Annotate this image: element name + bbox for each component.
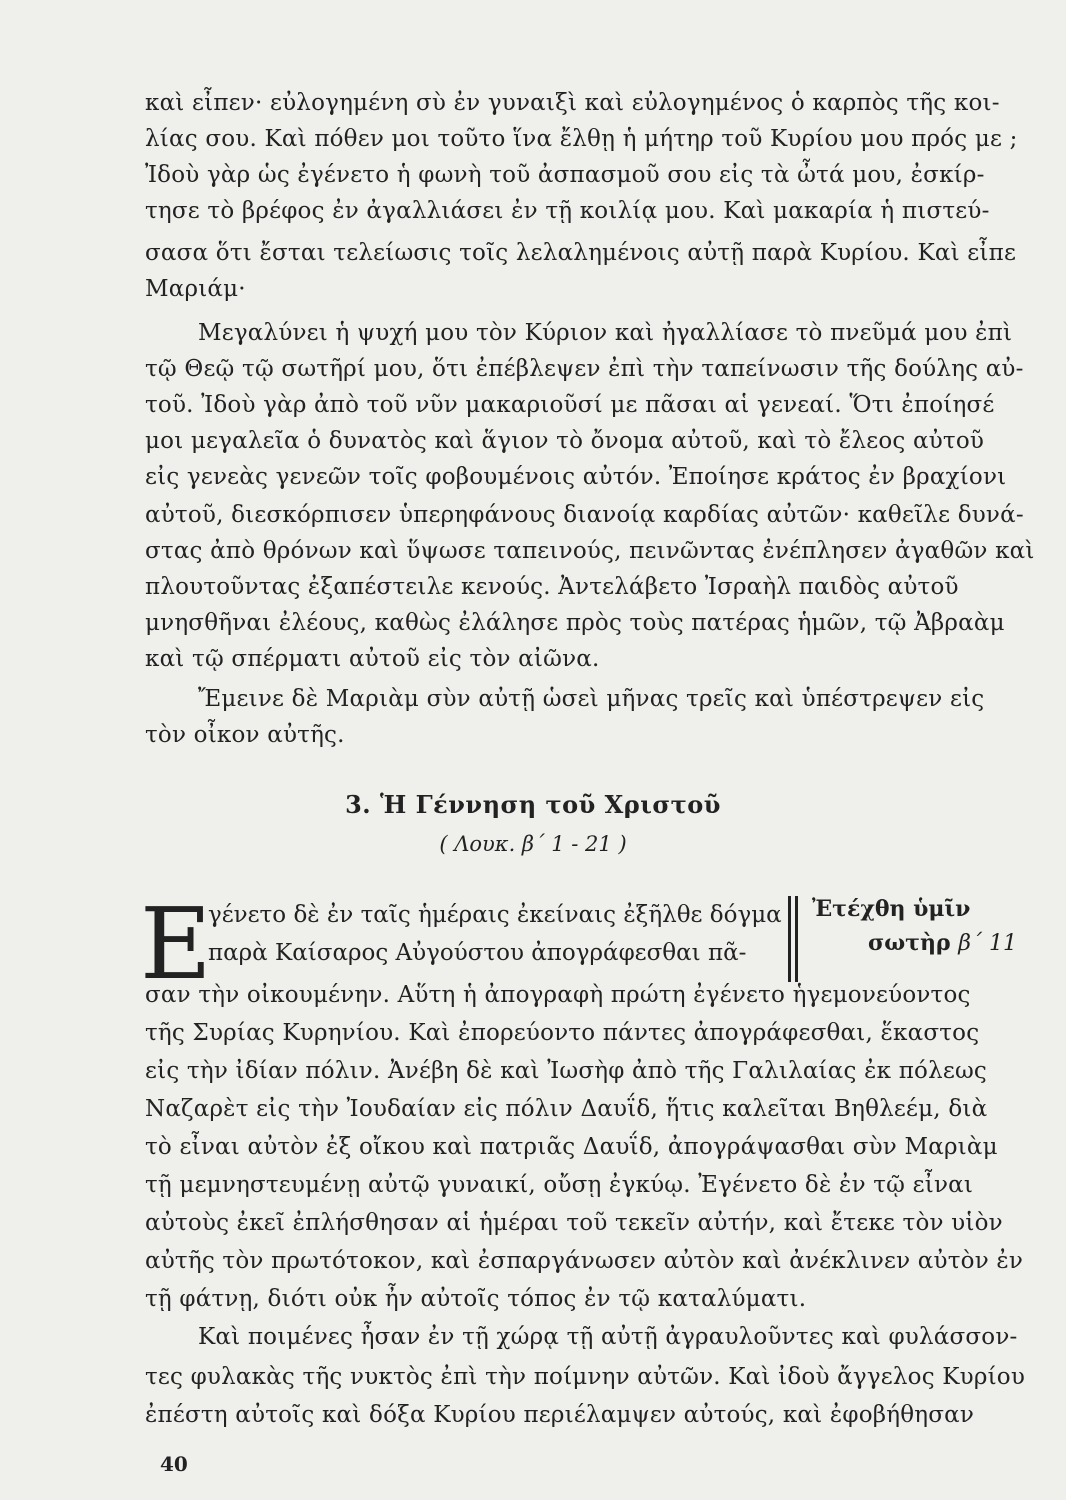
text-line: πλουτοῦντας ἐξαπέστειλε κενούς. Ἀντελάβετο Ἰσραὴλ παιδὸς αὐτοῦ [145, 574, 959, 600]
text-line: εἰς τὴν ἰδίαν πόλιν. Ἀνέβη δὲ καὶ Ἰωσὴφ ἀπὸ τῆς Γαλιλαίας ἐκ πόλεως [145, 1058, 988, 1084]
text-line: αὐτῆς τὸν πρωτότοκον, καὶ ἐσπαργάνωσεν αὐτὸν καὶ ἀνέκλινεν αὐτὸν ἐν [145, 1248, 1024, 1274]
text-line: στας ἀπὸ θρόνων καὶ ὕψωσε ταπεινούς, πεινῶντας ἐνέπλησεν ἀγαθῶν καὶ [145, 538, 1035, 564]
marginal-note-subtitle [868, 930, 1017, 956]
text-line: τησε τὸ βρέφος ἐν ἀγαλλιάσει ἐν τῇ κοιλίᾳ μου. Καὶ μακαρία ἡ πιστεύ- [145, 198, 990, 224]
text-line: σασα ὅτι ἔσται τελείωσις τοῖς λελαλημένοις αὐτῇ παρὰ Κυρίου. Καὶ εἶπε [145, 240, 1017, 266]
text-line: γένετο δὲ ἐν ταῖς ἡμέραις ἐκείναις ἐξῆλθε δόγμα [208, 902, 782, 928]
text-line: τῆς Συρίας Κυρηνίου. Καὶ ἐπορεύοντο πάντες ἀπογράφεσθαι, ἕκαστος [145, 1020, 980, 1046]
text-line: καὶ τῷ σπέρματι αὐτοῦ εἰς τὸν αἰῶνα. [145, 646, 600, 672]
text-line: Μεγαλύνει ἡ ψυχή μου τὸν Κύριον καὶ ἠγαλλίασε τὸ πνεῦμά μου ἐπὶ [198, 320, 1013, 346]
text-line: Ναζαρὲτ εἰς τὴν Ἰουδαίαν εἰς πόλιν Δαυΐδ, ἥτις καλεῖται Βηθλεέμ, διὰ [145, 1096, 988, 1122]
section-heading: 3. Ἡ Γέννηση τοῦ Χριστοῦ [345, 790, 721, 819]
text-line: παρὰ Καίσαρος Αὐγούστου ἀπογράφεσθαι πᾶ- [208, 940, 747, 966]
text-line: Καὶ ποιμένες ἦσαν ἐν τῇ χώρᾳ τῇ αὐτῇ ἀγραυλοῦντες καὶ φυλάσσον- [198, 1324, 1018, 1350]
text-line: μνησθῆναι ἐλέους, καθὼς ἐλάλησε πρὸς τοὺς πατέρας ἡμῶν, τῷ Ἀβραὰμ [145, 610, 1005, 636]
text-line: εἰς γενεὰς γενεῶν τοῖς φοβουμένοις αὐτόν. Ἐποίησε κράτος ἐν βραχίονι [145, 464, 1007, 490]
text-line: μοι μεγαλεῖα ὁ δυνατὸς καὶ ἅγιον τὸ ὄνομα αὐτοῦ, καὶ τὸ ἔλεος αὐτοῦ [145, 428, 985, 454]
text-line: τῇ μεμνηστευμένῃ αὐτῷ γυναικί, οὔσῃ ἐγκύῳ. Ἐγένετο δὲ ἐν τῷ εἶναι [145, 1172, 974, 1198]
text-line: Ἔμεινε δὲ Μαριὰμ σὺν αὐτῇ ὡσεὶ μῆνας τρεῖς καὶ ὑπέστρεψεν εἰς [198, 686, 985, 712]
marginal-divider [788, 896, 798, 982]
text-line: τὸν οἶκον αὐτῆς. [145, 722, 345, 748]
text-line: τοῦ. Ἰδοὺ γὰρ ἀπὸ τοῦ νῦν μακαριοῦσί με πᾶσαι αἱ γενεαί. Ὅτι ἐποίησέ [145, 392, 995, 418]
text-line: αὐτοῦ, διεσκόρπισεν ὑπερηφάνους διανοίᾳ καρδίας αὐτῶν· καθεῖλε δυνά- [145, 502, 1024, 528]
text-line: λίας σου. Καὶ πόθεν μοι τοῦτο ἵνα ἔλθῃ ἡ μήτηρ τοῦ Κυρίου μου πρός με ; [145, 126, 1018, 152]
text-line: σαν τὴν οἰκουμένην. Αὕτη ἡ ἀπογραφὴ πρώτη ἐγένετο ἡγεμονεύοντος [145, 982, 971, 1008]
text-line: τῷ Θεῷ τῷ σωτῆρί μου, ὅτι ἐπέβλεψεν ἐπὶ τὴν ταπείνωσιν τῆς δούλης αὐ- [145, 356, 1024, 382]
drop-cap-letter: Ε [140, 888, 212, 1002]
text-line: τὸ εἶναι αὐτὸν ἐξ οἴκου καὶ πατριᾶς Δαυΐδ, ἀπογράψασθαι σὺν Μαριὰμ [145, 1134, 998, 1160]
text-line: αὐτοὺς ἐκεῖ ἐπλήσθησαν αἱ ἡμέραι τοῦ τεκεῖν αὐτήν, καὶ ἔτεκε τὸν υἱὸν [145, 1210, 1003, 1236]
text-line: τες φυλακὰς τῆς νυκτὸς ἐπὶ τὴν ποίμνην αὐτῶν. Καὶ ἰδοὺ ἄγγελος Κυρίου [145, 1364, 1026, 1390]
page-number: 40 [160, 1452, 188, 1476]
text-line: Ἰδοὺ γὰρ ὡς ἐγένετο ἡ φωνὴ τοῦ ἀσπασμοῦ σου εἰς τὰ ὦτά μου, ἐσκίρ- [145, 162, 985, 188]
text-line: τῇ φάτνῃ, διότι οὐκ ἦν αὐτοῖς τόπος ἐν τῷ καταλύματι. [145, 1286, 807, 1312]
text-line: καὶ εἶπεν· εὐλογημένη σὺ ἐν γυναιξὶ καὶ εὐλογημένος ὁ καρπὸς τῆς κοι- [145, 90, 1000, 116]
text-line: Μαριάμ· [145, 276, 246, 302]
scripture-reference: ( Λουκ. β΄ 1 - 21 ) [439, 832, 627, 856]
text-line: ἐπέστη αὐτοῖς καὶ δόξα Κυρίου περιέλαμψεν αὐτούς, καὶ ἐφοβήθησαν [145, 1402, 975, 1428]
marginal-note-ref: β΄ 11 [958, 931, 1017, 956]
marginal-note-word: σωτὴρ [868, 930, 951, 956]
marginal-note-title: Ἐτέχθη ὑμῖν [812, 896, 971, 922]
